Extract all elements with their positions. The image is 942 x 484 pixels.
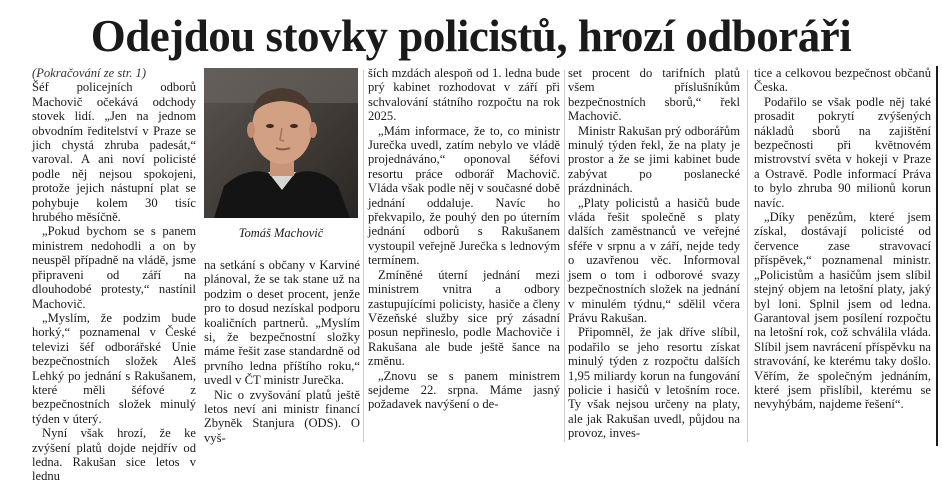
article-paragraph: „Díky penězům, které jsem získal, dostávají policisté od července zase stravovací příspěvek,“ poznamenal ministr. „Policistům a hasičům jsem slíbil stejný objem na letošní platy, jaký byl loni. Splnil jsem od ledna. Garantoval jsem posílení rozpočtu na letošní rok, což schválila vláda. Slíbil jsem navrácení příspěvku na stravování, ke kterému taky došlo. Věřím, že společným jednáním, které jsem přislíbil, kterému se nevyhýbám, najdeme řešení“.	[754, 210, 931, 412]
neighbor-article-border	[936, 66, 938, 446]
article-paragraph: „Platy policistů a hasičů bude vláda řešit společně s platy dalších zaměstnanců ve veřejné sféře v srpnu a v září, nejde tedy o uzavřenou věc. Informoval jsem o tom i odborové svazy bezpečnostních složek na jednání v minulém týdnu,“ sdělil včera Právu Rakušan.	[568, 195, 740, 325]
portrait-photo-image	[204, 68, 358, 218]
article-paragraph: Podařilo se však podle něj také prosadit pokrytí zvýšených nákladů sborů na zajištění bezpečnosti při květnovém mistrovství světa v hokeji v Praze a Ostravě. Podle informací Práva to bylo zhruba 90 milionů korun navíc.	[754, 94, 931, 210]
article-column-2	[204, 258, 360, 445]
headline: Odejdou stovky policistů, hrozí odboráři	[90, 11, 852, 61]
article-paragraph: Nyní však hrozí, že ke zvýšení platů dojde nejdřív od ledna. Rakušan sice letos v lednu	[32, 426, 196, 484]
article-paragraph: (Pokračování ze str. 1)	[32, 66, 147, 80]
article-paragraph: tice a celkovou bezpečnost občanů Česka.	[754, 66, 931, 95]
article-paragraph: Ministr Rakušan prý odborářům minulý týden řekl, že na platy je prostor a že se jimi kabinet bude zabývat po poslanecké prázdninách.	[568, 123, 740, 196]
column-divider	[363, 70, 364, 442]
column-divider	[564, 70, 565, 442]
article-paragraph: „Pokud bychom se s panem ministrem nedohodli a on by neuspěl případně na vládě, jsme připraveni od září na dlouhodobé protesty,“ nastínil Machovič.	[32, 224, 196, 311]
column-divider	[747, 70, 748, 442]
article-paragraph: Šéf policejních odborů Machovič očekává odchody stovek lidí. „Jen na jednom obvodním ředitelství v Praze se jich chystá zhruba padesát,“ varoval. A ani noví policisté podle něj nejsou spokojeni, protože jejich nástupní plat se pohybuje kolem 30 tisíc hrubého měsíčně.	[32, 80, 196, 225]
article-paragraph: „Mám informace, že to, co ministr Jurečka uvedl, zatím nebylo ve vládě projednáváno,“ oponoval šéfovi resortu práce odborář Machovič. Vláda však podle něj v současné době jednání oddaluje. Navíc ho překvapilo, že pouhý den po úterním jednání odborů s Rakušanem vystoupil veřejně Jurečka s lednovým termínem.	[368, 123, 560, 268]
article-paragraph: na setkání s občany v Karviné plánoval, že se tak stane už na podzim o deset procent, jenže pro to dosud nezískal podporu koaličních partnerů. „Myslím si, že bezpečnostní složky máme řešit zase standardně od prvního ledna příštího roku,“ uvedl v ČT ministr Jurečka.	[204, 258, 360, 388]
article-column-4	[568, 66, 740, 441]
article-column-3	[368, 66, 560, 412]
article-paragraph: „Myslím, že podzim bude horký,“ poznamenal v České televizi šéf odborářské Unie bezpečnostních složek Aleš Lehký po jednání s Rakušanem, které měli šéfové z bezpečnostních složek minulý týden v úterý.	[32, 310, 196, 426]
article-paragraph: Nic o zvyšování platů ještě letos neví ani ministr financí Zbyněk Stanjura (ODS). O vyš-	[204, 387, 360, 445]
article-column-5	[754, 66, 931, 412]
article-paragraph: ších mzdách alespoň od 1. ledna bude prý kabinet rozhodovat v září při schvalování státního rozpočtu na rok 2025.	[368, 66, 560, 124]
article-paragraph: set procent do tarifních platů všem příslušníkům bezpečnostních sborů,“ řekl Machovič.	[568, 66, 740, 124]
article-column-1	[32, 66, 196, 484]
photo-caption: Tomáš Machovič	[238, 226, 324, 240]
article-paragraph: Připomněl, že jak dříve slíbil, podařilo se jeho resortu získat minulý týden z rozpočtu dalších 1,95 miliardy korun na fungování policie i hasičů v letošním roce. Ty však nejsou určeny na platy, ale jak Rakušan uvedl, půjdou na provoz, inves-	[568, 325, 740, 441]
article-paragraph: „Znovu se s panem ministrem sejdeme 22. srpna. Máme jasný požadavek navýšení o de-	[368, 368, 560, 412]
article-paragraph: Zmíněné úterní jednání mezi ministrem vnitra a odbory zastupujícími policisty, hasiče a členy Vězeňské služby sice prý zásadní posun nepřineslo, podle Machoviče i Rakušana ale bude ještě šance na změnu.	[368, 267, 560, 369]
portrait-photo	[204, 68, 358, 218]
